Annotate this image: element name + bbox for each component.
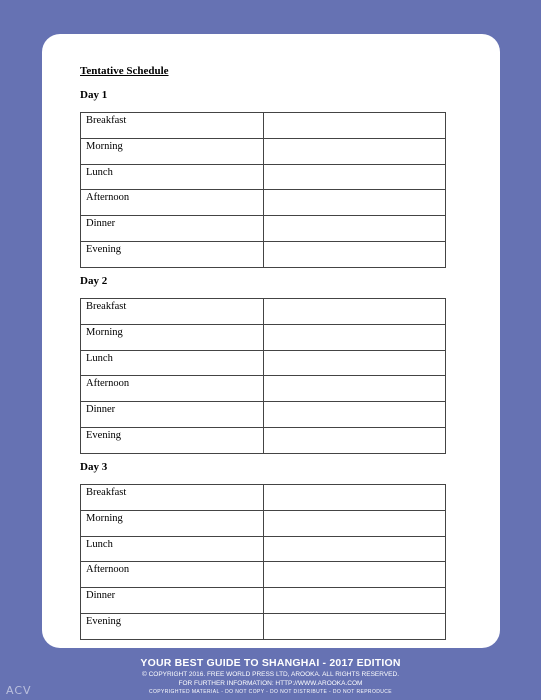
day-3-table [80,484,446,640]
table-row [81,536,446,562]
corner-watermark: ACV [6,684,32,697]
table-row [81,138,446,164]
slot-label: Afternoon [81,562,264,588]
footer-copyright: © COPYRIGHT 2016. FREE WORLD PRESS LTD, AROOKA. ALL RIGHTS RESERVED. [141,671,400,678]
table-row [81,241,446,267]
footer-notice: COPYRIGHTED MATERIAL - DO NOT COPY - DO NOT DISTRIBUTE - DO NOT REPRODUCE [148,689,392,695]
slot-label: Breakfast [81,113,264,139]
entry-cell [264,376,446,402]
slot-label: Evening [81,613,264,639]
table-row [81,113,446,139]
slot-label: Afternoon [81,190,264,216]
slot-label: Morning [81,324,264,350]
entry-cell [264,588,446,614]
table-row [81,216,446,242]
slot-label: Breakfast [81,485,264,511]
slot-label: Morning [81,510,264,536]
table-row [81,190,446,216]
day-2-label: Day 2 [80,275,108,287]
day-1-table [80,112,446,268]
table-row [81,324,446,350]
day-2-table [80,298,446,454]
entry-cell [264,138,446,164]
table-row [81,588,446,614]
entry-cell [264,613,446,639]
entry-cell [264,241,446,267]
entry-cell [264,427,446,453]
table-row [81,427,446,453]
table-row [81,485,446,511]
day-1-label: Day 1 [80,89,108,101]
footer-info: FOR FURTHER INFORMATION: HTTP://WWW.AROOKA.COM [178,680,363,687]
table-row [81,376,446,402]
entry-cell [264,510,446,536]
entry-cell [264,190,446,216]
slot-label: Afternoon [81,376,264,402]
slot-label: Dinner [81,216,264,242]
entry-cell [264,536,446,562]
slot-label: Evening [81,241,264,267]
entry-cell [264,299,446,325]
table-row [81,164,446,190]
table-row [81,350,446,376]
entry-cell [264,216,446,242]
page-title: Tentative Schedule [80,65,169,77]
slot-label: Dinner [81,588,264,614]
footer-headline: YOUR BEST GUIDE TO SHANGHAI - 2017 EDITION [140,657,401,669]
slot-label: Evening [81,427,264,453]
slot-label: Dinner [81,402,264,428]
table-row [81,299,446,325]
entry-cell [264,324,446,350]
table-row [81,562,446,588]
slot-label: Morning [81,138,264,164]
entry-cell [264,350,446,376]
table-row [81,510,446,536]
entry-cell [264,113,446,139]
entry-cell [264,485,446,511]
entry-cell [264,164,446,190]
slot-label: Breakfast [81,299,264,325]
entry-cell [264,402,446,428]
table-row [81,402,446,428]
slot-label: Lunch [81,350,264,376]
table-row [81,613,446,639]
document-page [42,34,500,648]
day-3-label: Day 3 [80,461,108,473]
slot-label: Lunch [81,164,264,190]
entry-cell [264,562,446,588]
slot-label: Lunch [81,536,264,562]
